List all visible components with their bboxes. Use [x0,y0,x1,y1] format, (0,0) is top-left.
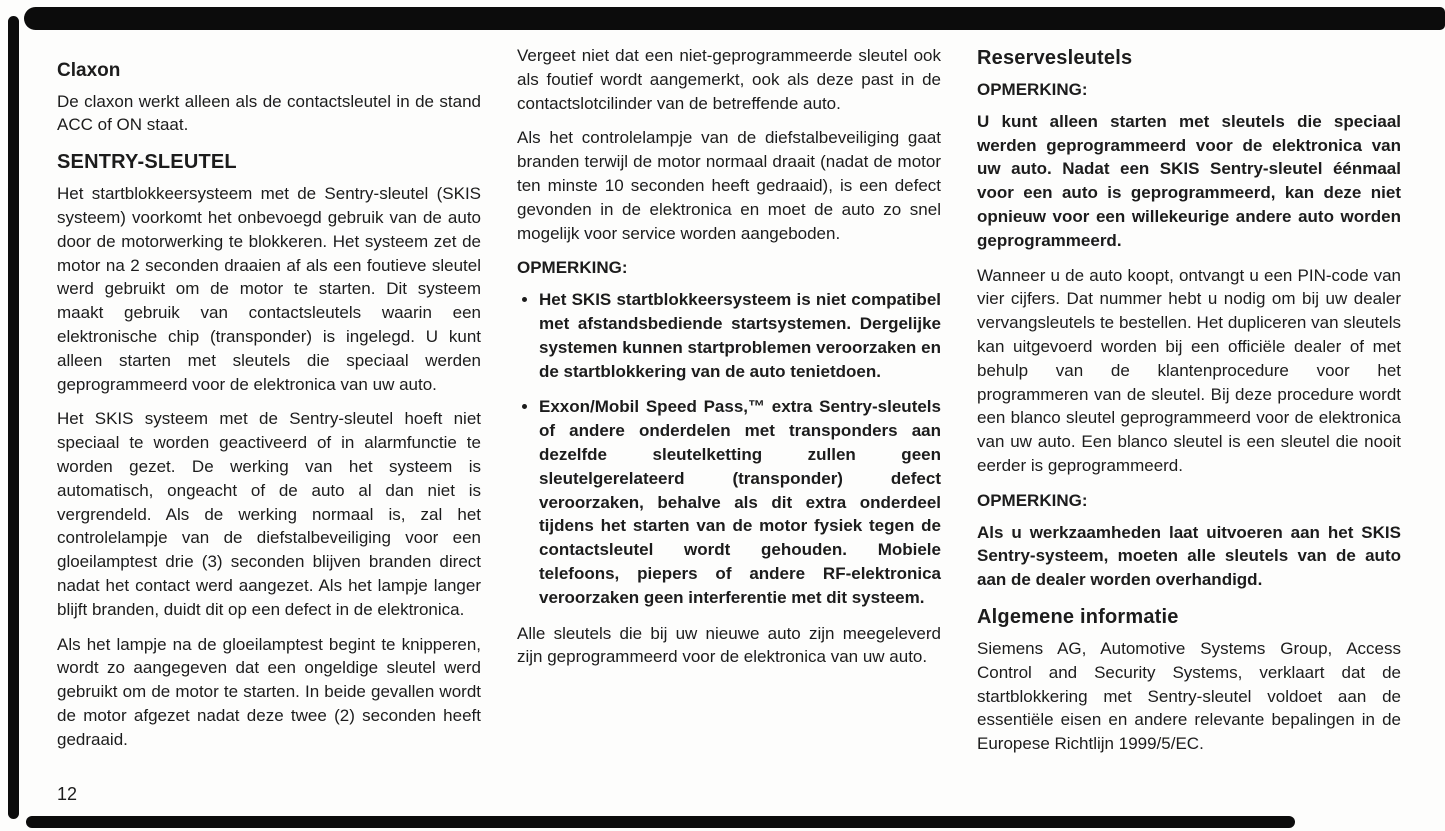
scan-edge-top [24,7,1445,30]
column-1 [57,44,481,805]
paragraph-sentry-1: Het startblokkeersysteem met de Sentry-sleutel (SKIS systeem) voorkomt het onbevoegd gebruik van de auto door de motorwerking te blokkeren. Het systeem zet de motor na 2 seconden draaien af als een foutieve sleutel werd gebruikt om de motor te starten. Dit systeem maakt gebruik van contactsleutels waarin een elektronische chip (transponder) is ingelegd. U kunt alleen starten met sleutels die speciaal werden geprogrammeerd voor de elektronica van uw auto. [57,184,481,394]
note-bullet-item: • Het SKIS startblokkeersysteem is niet compatibel met afstandsbediende startsystemen. Dergelijke systemen kunnen startproblemen veroorzaken en de startblokkering van de auto tenietdoen. [539,288,941,383]
column-3 [977,44,1401,805]
page-content [57,44,1401,805]
section-heading-sentry-sleutel: SENTRY-SLEUTEL [57,151,237,174]
page-number: 12 [57,784,78,804]
paragraph-delivered-keys: Alle sleutels die bij uw nieuwe auto zijn meegeleverd zijn geprogrammeerd voor de elektronica van uw auto. [517,623,941,667]
column-2 [517,44,941,805]
section-heading-algemene-informatie: Algemene informatie [977,605,1179,628]
scan-edge-bottom [26,816,1295,828]
paragraph-warning-lamp: Als het controlelampje van de diefstalbeveiliging gaat branden terwijl de motor normaal draait (nadat de motor ten minste 10 seconden heeft gedraaid), is een defect gevonden in de elektronica en moet de auto zo snel mogelijk voor service worden aangeboden. [517,128,941,243]
note-heading-opmerking-2: OPMERKING: [977,490,1088,510]
paragraph-note-programming: U kunt alleen starten met sleutels die speciaal werden geprogrammeerd voor de elektronica van uw auto. Nadat een SKIS Sentry-sleutel éénmaal voor een auto is geprogrammeerd, kan deze niet opnieuw voor een willekeurige andere auto worden geprogrammeerd. [977,111,1401,250]
scan-edge-left [8,16,19,819]
paragraph-siemens-declaration: Siemens AG, Automotive Systems Group, Access Control and Security Systems, verklaart dat de startblokkering met Sentry-sleutel voldoet aan de essentiële eisen en andere relevante bepalingen in de Europese Richtlijn 1999/5/EC. [977,638,1401,754]
note-heading-opmerking: OPMERKING: [517,258,628,278]
paragraph-unprogrammed-key: Vergeet niet dat een niet-geprogrammeerde sleutel ook als foutief wordt aangemerkt, ook als deze past in de contactslotcilinder van de betreffende auto. [517,46,941,113]
paragraph-sentry-2: Het SKIS systeem met de Sentry-sleutel hoeft niet speciaal te worden geactiveerd of in alarmfunctie te worden gezet. De werking van het systeem is automatisch, ongeacht of de auto al dan niet is vergrendeld. Als de werking normaal is, zal het controlelampje van de diefstalbeveiliging voor een gloeilamptest drie (3) seconden blijven branden direct nadat het contact werd aangezet. Als het lampje langer blijft branden, duidt dit op een defect in de elektronica. [57,409,481,619]
paragraph-note-service: Als u werkzaamheden laat uitvoeren aan het SKIS Sentry-systeem, moeten alle sleutels van de auto aan de dealer worden overhandigd. [977,522,1401,590]
paragraph-claxon: De claxon werkt alleen als de contactsleutel in de stand ACC of ON staat. [57,91,481,135]
paragraph-sentry-3: Als het lampje na de gloeilamptest begint te knipperen, wordt zo aangegeven dat een ongeldige sleutel werd gebruikt om de motor te starten. In beide gevallen wordt de motor afgezet nadat deze twee (2) seconden heeft gedraaid. [57,634,481,749]
note-heading-opmerking-1: OPMERKING: [977,80,1088,99]
note-bullet-item: • Exxon/Mobil Speed Pass,™ extra Sentry-sleutels of andere onderdelen met transponders aan dezelfde sleutelketting zullen geen sleutelgerelateerd (transponder) defect veroorzaken, behalve als dit extra onderdeel tijdens het starten van de motor fysiek tegen de contactsleutel wordt gehouden. Mobiele telefoons, piepers of andere RF-elektronica veroorzaken geen interferentie met dit systeem. [539,395,941,609]
note-bullet-list [517,288,941,609]
paragraph-pin-code: Wanneer u de auto koopt, ontvangt u een PIN-code van vier cijfers. Dat nummer hebt u nodig om bij uw dealer vervangsleutels te bestellen. Het dupliceren van sleutels kan uitgevoerd worden bij een officiële dealer of met behulp van de klantenprocedure voor het programmeren van de sleutel. Bij deze procedure wordt een blanco sleutel geprogrammeerd voor de elektronica van uw auto. Een blanco sleutel is een sleutel die nooit eerder is geprogrammeerd. [977,265,1401,475]
section-heading-reservesleutels: Reservesleutels [977,47,1133,69]
section-heading-claxon: Claxon [57,60,121,81]
